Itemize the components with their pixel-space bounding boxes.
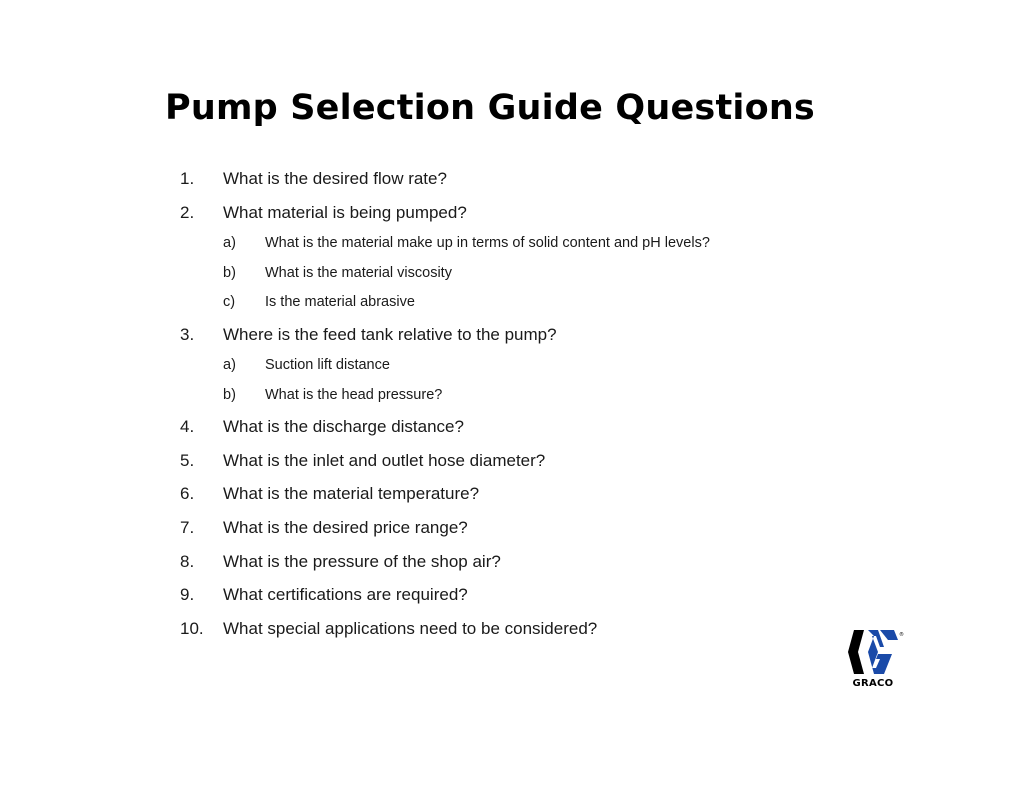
sub-question-text: Is the material abrasive: [265, 294, 415, 311]
question-text: What is the desired price range?: [223, 518, 468, 538]
sub-question-text: What is the material make up in terms of solid content and pH levels?: [265, 235, 710, 252]
question-number: 8.: [180, 551, 195, 571]
question-text: What is the material temperature?: [223, 484, 480, 504]
sub-question-group: [180, 229, 820, 318]
page-title: Pump Selection Guide Questions: [165, 88, 815, 128]
sub-question-item: [180, 259, 820, 289]
question-item: [180, 410, 820, 444]
question-text: What is the pressure of the shop air?: [223, 551, 501, 571]
sub-question-item: [180, 229, 820, 259]
question-number: 3.: [180, 324, 195, 344]
question-list: [180, 162, 820, 645]
sub-question-label: a): [223, 357, 236, 374]
question-item: [180, 578, 820, 612]
question-text: What is the desired flow rate?: [223, 169, 447, 188]
graco-g-logo-icon: [828, 614, 918, 678]
question-number: 5.: [180, 450, 195, 470]
graco-logo-text: GRACO: [852, 678, 894, 689]
question-item: [180, 162, 820, 196]
svg-text:®: ®: [899, 632, 904, 638]
question-number: 4.: [180, 417, 195, 437]
sub-question-label: c): [223, 294, 236, 311]
question-text: What is the discharge distance?: [223, 417, 464, 437]
sub-question-text: Suction lift distance: [265, 357, 390, 374]
question-number: 10.: [180, 618, 204, 638]
question-item: [180, 545, 820, 579]
question-item: [180, 196, 820, 230]
question-number: 6.: [180, 484, 195, 504]
question-item: [180, 477, 820, 511]
sub-question-label: b): [223, 386, 236, 403]
sub-question-item: [180, 288, 820, 318]
sub-question-label: a): [223, 235, 236, 252]
graco-logo: [828, 614, 918, 702]
question-item: [180, 318, 820, 352]
sub-question-item: [180, 381, 820, 411]
sub-question-item: [180, 351, 820, 381]
question-item: [180, 444, 820, 478]
question-number: 9.: [180, 585, 195, 605]
question-text: What is the inlet and outlet hose diameter?: [223, 450, 546, 470]
question-text: What material is being pumped?: [223, 202, 467, 222]
question-number: 2.: [180, 202, 195, 222]
question-text: What certifications are required?: [223, 585, 468, 605]
question-item: [180, 511, 820, 545]
question-item: [180, 612, 820, 646]
sub-question-group: [180, 351, 820, 410]
question-number: 1.: [180, 169, 195, 188]
sub-question-text: What is the head pressure?: [265, 386, 443, 403]
sub-question-label: b): [223, 264, 236, 281]
sub-question-text: What is the material viscosity: [265, 264, 452, 281]
question-text: What special applications need to be considered?: [223, 618, 598, 638]
question-number: 7.: [180, 518, 195, 538]
question-text: Where is the feed tank relative to the pump?: [223, 324, 557, 344]
